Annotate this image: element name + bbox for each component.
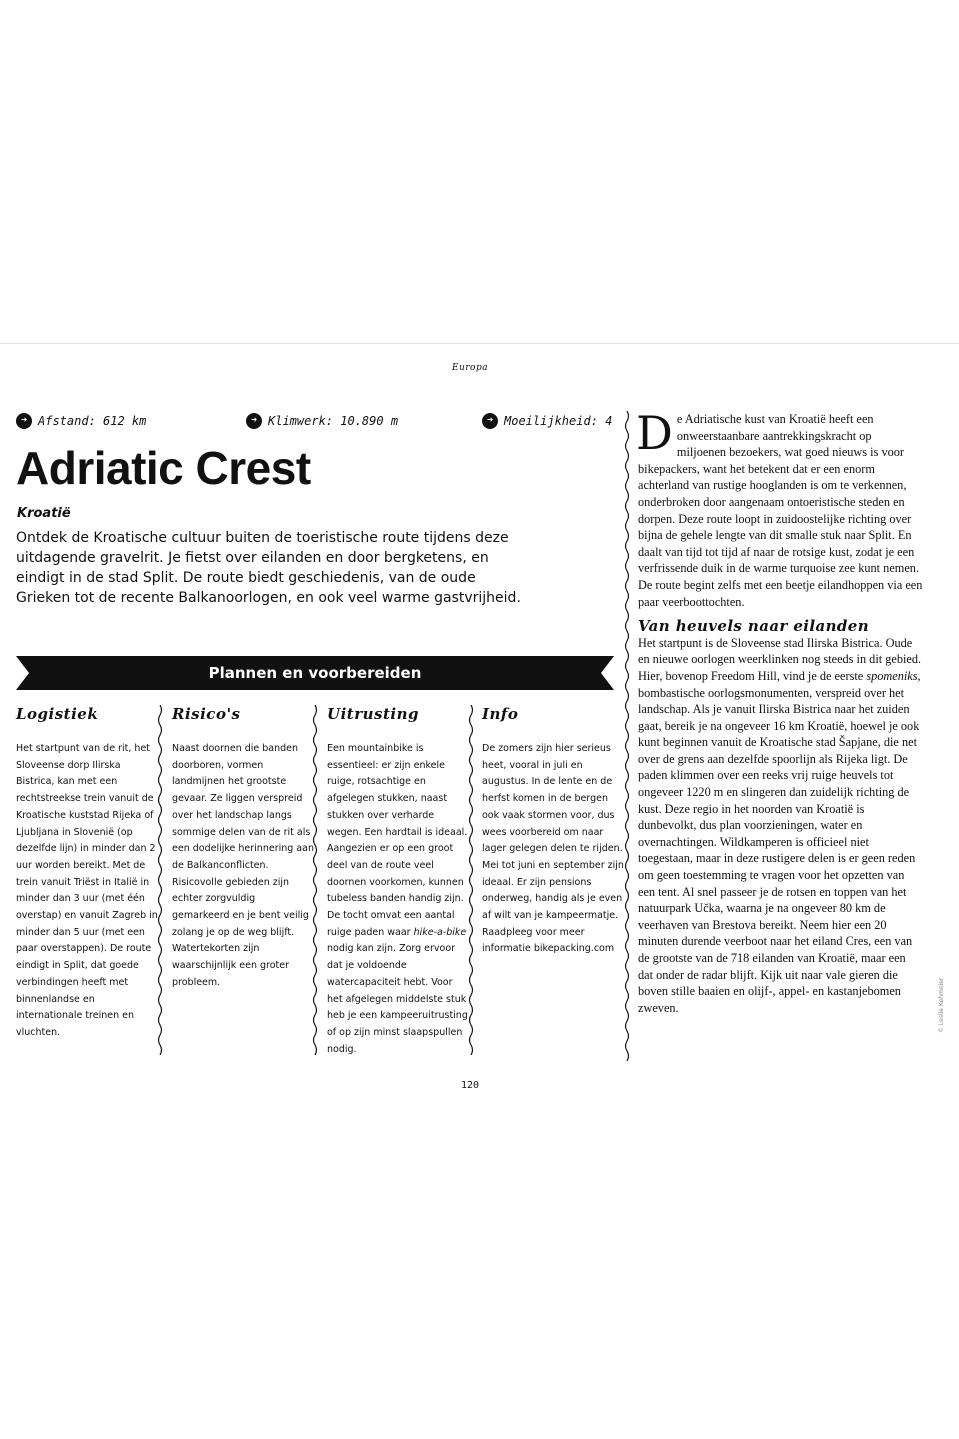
column-body-emphasis: hike-a-bike: [413, 926, 467, 938]
article-subheading: Van heuvels naar eilanden: [638, 617, 870, 636]
stat-difficulty: [482, 413, 612, 429]
column-heading: Risico's: [172, 705, 241, 723]
column-info: [482, 705, 624, 958]
photo-credit: © Leslie Kehmeier: [938, 977, 945, 1033]
column-body: Het startpunt van de rit, het Sloveense dorp Ilirska Bistrica, kan met een rechtstreekse trein vanuit de Kroatische kuststad Rijeka of Ljubljana in Slovenië (op dezelfde lijn) in minder dan 2 uur worden bereikt. Met de trein vanuit Triëst in Italië in minder dan 3 uur (met één overstap) en vanuit Zagreb in minder dan 5 uur (met een paar overstappen). De route eindigt in Split, dat goede verbindingen heeft met binnenlandse en internationale treinen en vluchten.: [16, 743, 158, 1038]
vertical-wavy-divider: [623, 411, 631, 1061]
column-logistics: [16, 705, 158, 1042]
article-paragraph: [636, 406, 923, 610]
stat-difficulty-label: Moeilijkheid: 4: [504, 414, 613, 428]
column-heading: Info: [482, 705, 519, 723]
article-emphasis: spomeniks: [866, 668, 918, 683]
wavy-divider: [467, 705, 475, 1055]
article-column: [636, 406, 923, 1016]
stat-climbing: [246, 413, 398, 429]
column-body-text: Een mountainbike is essentieel: er zijn enkele ruige, rotsachtige en afgelegen stukken, naast stukken over verharde wegen. Een hardtail is ideaal. Aangezien er op een groot deel van de route veel doornen voorkomen, kunnen tubeless banden handig zijn. De tocht omvat een aantal ruige paden waar: [327, 743, 468, 938]
article-text: e Adriatische kust van Kroatië heeft een onweerstaanbare aantrekkingskracht op miljoenen bezoekers, wat goed nieuws is voor bikepackers, want het betekent dat er een enorm achterland van rustige hooglanden is om te verkennen, onderbroken door aangenaam ontoeristische steden en dorpen. Deze route loopt in zuidoostelijke richting over bijna de gehele lengte van dit smalle stuk naar Split. En daalt van tijd tot tijd af naar de rotsige kust, zodat je een verfrissende duik in de warme turquoise zee kunt nemen. De route begint zelfs met een beetje eilandhoppen via een paar veerboottochten.: [638, 412, 923, 609]
stat-distance: [16, 413, 146, 429]
article-text: Het startpunt is de Sloveense stad Ilirska Bistrica. Oude en nieuwe oorlogen weerklinken nog steeds in dit gebied. Hier, bovenop Freedom Hill, vind je de eerste: [638, 635, 922, 683]
column-equipment: [327, 705, 469, 1058]
arrow-right-icon: ➜: [246, 413, 262, 429]
section-banner: [16, 656, 614, 690]
article-text: , bombastische oorlogsmonumenten, verspreid over het landschap. Als je vanuit Ilirska Bistrica naar het zuiden gaat, bereik je na ongeveer 16 km Kroatië, hoewel je ook kunt beginnen vanuit de Kroatische stad Šapjane, die net over de grens aan dezelfde spoorlijn als Rijeka ligt. De paden klimmen over een reeks vrij ruige heuvels tot ongeveer 1220 m en slingeren dan zuidelijk richting de kust. Deze regio in het noorden van Kroatië is dunbevolkt, dus plan voorzieningen, water en overnachtingen. Wildkamperen is officieel niet toegestaan, maar in deze rustigere delen is er geen reden om geen toestemming te vragen voor het opzetten van een tent. Al snel passeer je de rotsen en toppen van het natuurpark Učka, waarna je na ongeveer 80 km de veerhaven van Brestova bereikt. Neem hier een 20 minuten durende veerboot naar het eiland Cres, een van de grootste van de 718 eilanden van Kroatië, maar een dat onder de radar blijft. Kijk uit naar vale gieren die boven stille baaien en olijf-, appel- en kastanjebomen zweven.: [638, 668, 921, 1015]
column-body-text: nodig kan zijn. Zorg ervoor dat je voldoende watercapaciteit hebt. Voor het afgelegen middelste stuk heb je een kampeeruitrusting of op zijn minst slaapspullen nodig.: [327, 943, 468, 1055]
arrow-right-icon: ➜: [16, 413, 32, 429]
stat-climbing-label: Klimwerk: 10.890 m: [268, 414, 399, 428]
column-body: De zomers zijn hier serieus heet, vooral in juli en augustus. In de lente en de herfst komen in de bergen ook vaak stormen voor, dus wees voorbereid om naar lager gelegen delen te rijden. Mei tot juni en september zijn ideaal. Er zijn pensions onderweg, handig als je even af wilt van je kampeermatje. Raadpleeg voor meer informatie bikepacking.com: [482, 743, 624, 955]
magazine-page: [0, 343, 959, 1103]
arrow-right-icon: ➜: [482, 413, 498, 429]
page-number: 120: [460, 1080, 480, 1091]
stat-distance-label: Afstand: 612 km: [38, 414, 147, 428]
drop-cap: D: [636, 406, 673, 460]
section-banner-label: Plannen en voorbereiden: [208, 664, 422, 682]
column-risks: [172, 705, 314, 992]
intro-paragraph: Ontdek de Kroatische cultuur buiten de toeristische route tijdens deze uitdagende gravelrit. Je fietst over eilanden en door bergketens, en eindigt in de stad Split. De route biedt geschiedenis, van de oude Grieken tot de recente Balkanoorlogen, en ook veel warme gastvrijheid.: [16, 530, 521, 606]
column-heading: Uitrusting: [327, 705, 419, 723]
page-title: Adriatic Crest: [16, 442, 311, 494]
column-body: Naast doornen die banden doorboren, vormen landmijnen het grootste gevaar. Ze liggen verspreid over het landschap langs sommige delen van de rit als een dodelijke herinnering aan de Balkanconflicten. Risicovolle gebieden zijn echter zorgvuldig gemarkeerd en je bent veilig zolang je op de weg blijft. Watertekorten zijn waarschijnlijk een groter probleem.: [172, 743, 314, 988]
wavy-divider: [311, 705, 319, 1055]
column-heading: Logistiek: [16, 705, 99, 723]
column-body: [327, 741, 469, 1058]
wavy-divider: [156, 705, 164, 1055]
article-paragraph: [638, 635, 923, 1017]
running-head: Europa: [451, 363, 489, 373]
page-subtitle: Kroatië: [17, 506, 71, 521]
